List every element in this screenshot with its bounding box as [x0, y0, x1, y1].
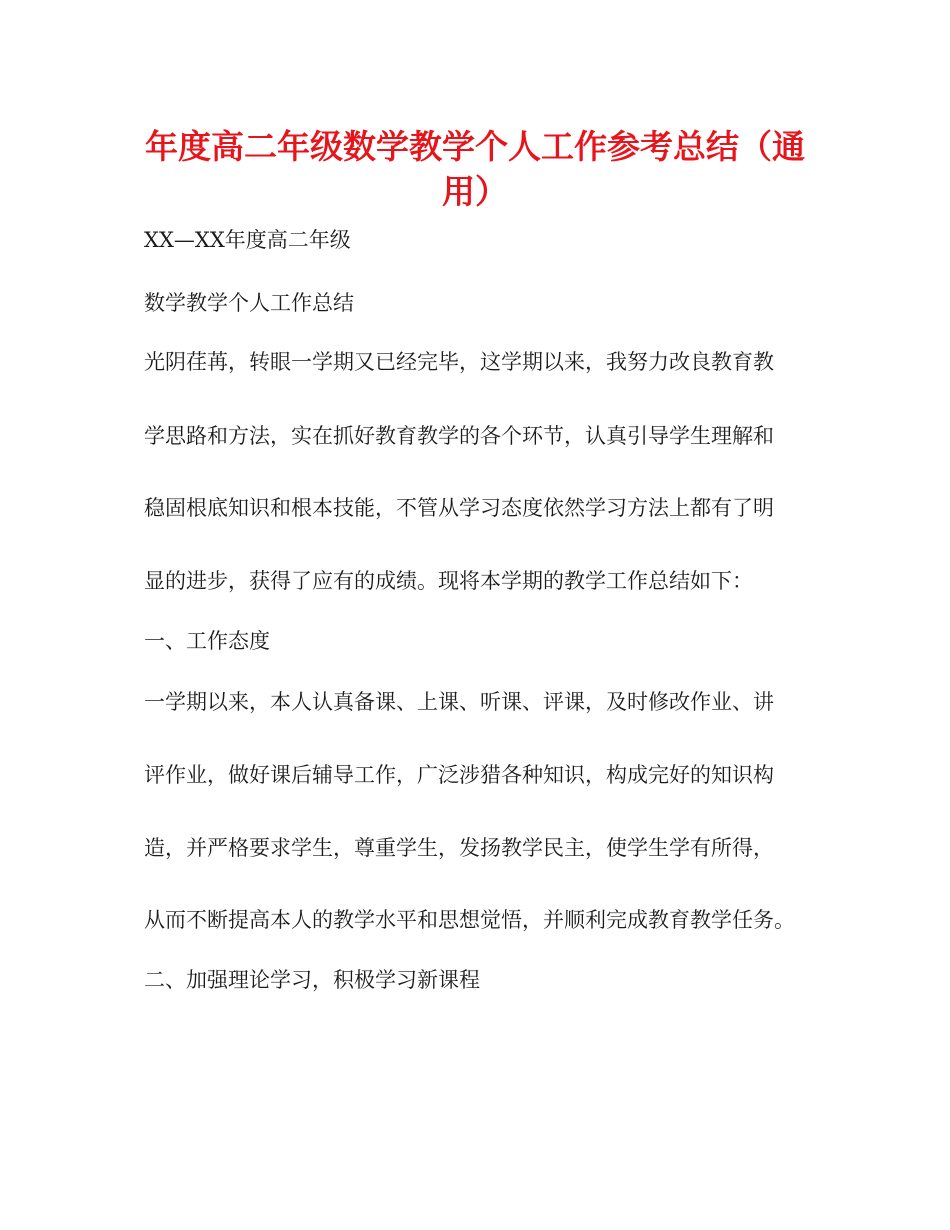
paragraph-line: 光阴荏苒，转眼一学期又已经完毕，这学期以来，我努力改良教育教 [144, 350, 774, 374]
section-heading-2: 二、加强理论学习，积极学习新课程 [144, 968, 480, 992]
document-title-line-2: 用） [442, 172, 508, 211]
section-heading-1: 一、工作态度 [144, 629, 270, 653]
subtitle-summary: 数学教学个人工作总结 [144, 291, 354, 315]
paragraph-line: 造，并严格要求学生，尊重学生，发扬教学民主，使学生学有所得， [144, 836, 774, 860]
paragraph-line: 学思路和方法，实在抓好教育教学的各个环节，认真引导学生理解和 [144, 424, 774, 448]
paragraph-line: 一学期以来，本人认真备课、上课、听课、评课，及时修改作业、讲 [144, 690, 774, 714]
paragraph-line: 从而不断提高本人的教学水平和思想觉悟，并顺利完成教育教学任务。 [144, 908, 795, 932]
paragraph-line: 显的进步，获得了应有的成绩。现将本学期的教学工作总结如下： [144, 569, 753, 593]
paragraph-line: 稳固根底知识和根本技能，不管从学习态度依然学习方法上都有了明 [144, 496, 774, 520]
paragraph-line: 评作业，做好课后辅导工作，广泛涉猎各种知识，构成完好的知识构 [144, 763, 774, 787]
subtitle-year: XX—XX年度高二年级 [144, 228, 351, 252]
document-title-line-1: 年度高二年级数学教学个人工作参考总结（通 [145, 127, 805, 166]
